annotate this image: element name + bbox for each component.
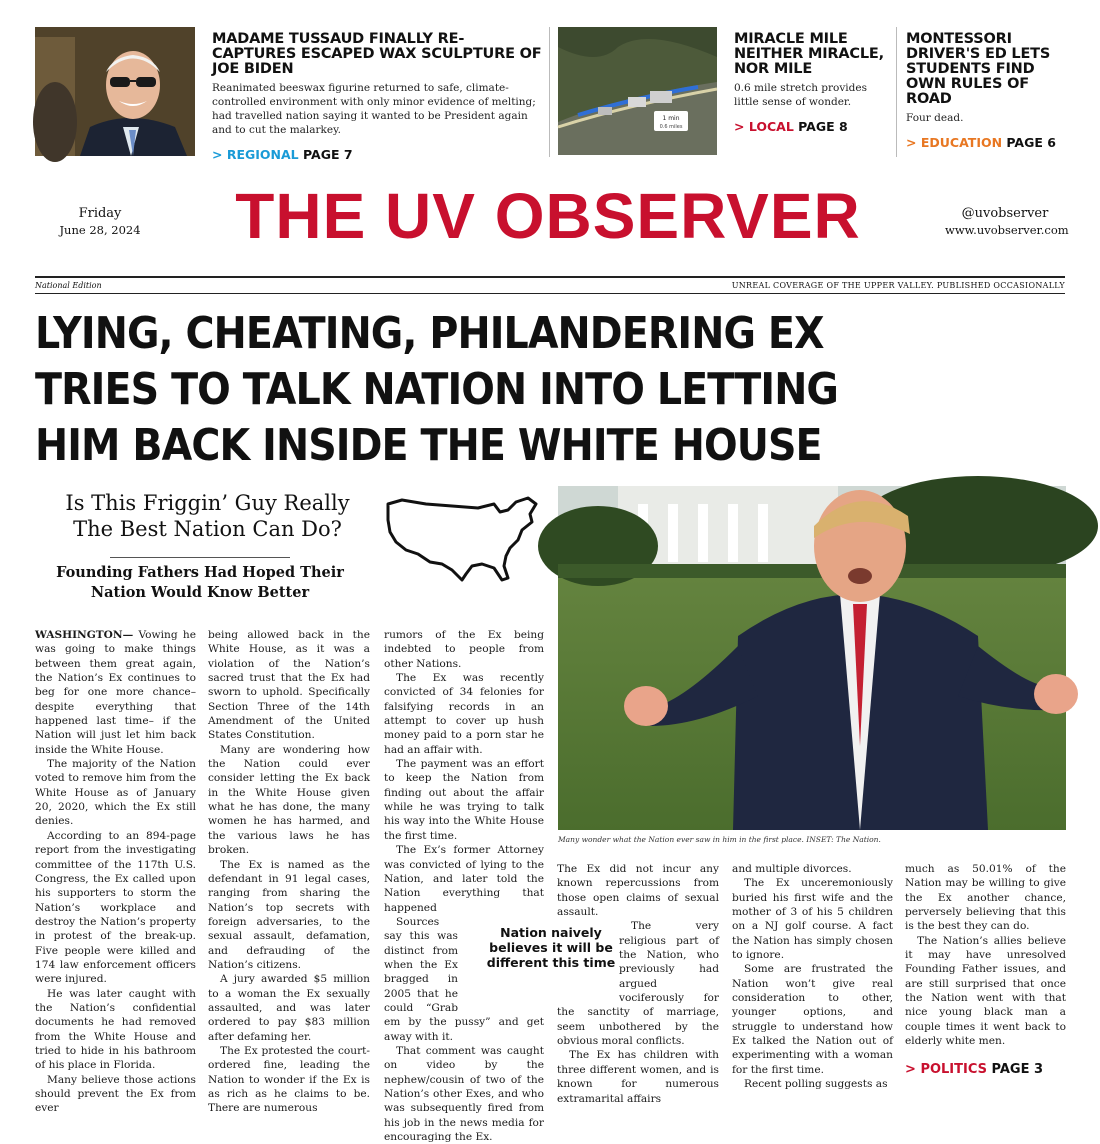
article-paragraph: The Ex protested the court-ordered fine, leading the Nation to wonder if the Ex is as rich as he claims to be. There are numerous [208, 1044, 370, 1115]
article-paragraph: The very religious part of the Nation, who previously had argued vociferously for the sanctity of marriage, seem unbothered by the obvious moral conflicts. [557, 920, 719, 1048]
subdeck-line-1: Founding Fathers Had Hoped Their [56, 564, 344, 581]
teaser-2-section: LOCAL [748, 119, 794, 134]
miracle-mile-map-image [558, 27, 717, 155]
teaser-3[interactable] [906, 32, 1071, 150]
website-link[interactable]: www.uvobserver.com [945, 223, 1069, 237]
teaser-3-section: EDUCATION [920, 135, 1003, 150]
article-column-1 [35, 628, 196, 1116]
teaser-2-section-link[interactable] [734, 119, 889, 134]
tagline: UNREAL COVERAGE OF THE UPPER VALLEY. PUBLISHED OCCASIONALLY [731, 281, 1065, 290]
article-column-2 [208, 628, 370, 1116]
issue-date-text: June 28, 2024 [59, 223, 141, 237]
article-paragraph: Many are wondering how the Nation could ever consider letting the Ex back in the White House given what he has done, the many women he has harmed, and the various laws he has broken. [208, 743, 370, 857]
teaser-3-blurb: Four dead. [906, 112, 964, 124]
ex-president-photo [558, 486, 1066, 830]
article-paragraph: He was later caught with the Nation’s confidential documents he had removed from the White House and tried to hide in his bathroom of his place in Florida. [35, 987, 196, 1072]
jump-page: PAGE 3 [991, 1062, 1044, 1077]
map-label-time: 1 min [662, 115, 680, 122]
newspaper-title[interactable]: THE UV OBSERVER [235, 180, 861, 252]
masthead-rule-bottom [35, 293, 1065, 294]
teaser-3-page: PAGE 6 [1006, 135, 1056, 150]
article-paragraph: Recent polling suggests as [744, 1078, 888, 1091]
masthead-rule-top [35, 276, 1065, 278]
teaser-2[interactable] [734, 32, 889, 134]
social-links [945, 206, 1069, 238]
teaser-2-blurb: 0.6 mile stretch provides little sense of wonder. [734, 82, 867, 108]
subdeck-line-2: Nation Would Know Better [90, 584, 310, 601]
teaser-1-photo[interactable] [35, 27, 195, 156]
issue-day: Friday [78, 206, 122, 221]
jump-section: POLITICS [920, 1062, 987, 1077]
biden-wax-figure-image [35, 27, 195, 156]
teaser-1-blurb: Reanimated beeswax figurine returned to safe, climate-controlled environment with only minor evidence of melting; had travelled nation saying it wanted to be President again and to cut the malarkey. [212, 82, 536, 136]
chevron-right-icon: > [905, 1062, 916, 1077]
main-photo[interactable] [558, 486, 1066, 830]
teaser-1-page: PAGE 7 [303, 147, 353, 162]
teaser-2-page: PAGE 8 [798, 119, 848, 134]
deck-line-1: Is This Friggin’ Guy Really [65, 491, 350, 515]
article-paragraph: and multiple divorces. [732, 863, 852, 875]
teaser-divider [896, 27, 897, 157]
article-paragraph: According to an 894-page report from the investigating committee of the 117th U.S. Congress, the Ex called upon his supporters to storm the Nation’s workplace and destroy the Nation’s property in protest of the break-up. Five people were killed and 174 law enforcement officers were injured. [35, 829, 196, 986]
teaser-divider [549, 27, 550, 157]
teaser-1[interactable] [212, 32, 542, 162]
sub-deck [40, 563, 360, 603]
article-paragraph: The Ex’s former Attorney was convicted of lying to the Nation, and later told the Nation everything that happened [384, 844, 544, 914]
pull-quote: Nation naively believes it will be different this time [483, 925, 619, 970]
us-map-icon [382, 490, 542, 590]
article-paragraph: Many believe those actions should prevent the Ex from ever [35, 1073, 196, 1115]
article-column-5 [732, 862, 893, 1092]
social-handle[interactable]: @uvobserver [961, 206, 1049, 221]
issue-date [55, 206, 145, 238]
article-paragraph: Sources say this was distinct from when the Ex bragged in 2005 that he could “Grab em by the pussy” and get away with it. [384, 915, 544, 1043]
article-paragraph: A jury awarded $5 million to a woman the Ex sexually assaulted, and was later ordered to pay $83 million after defaming her. [208, 973, 370, 1043]
article-paragraph: The Ex unceremoniously buried his first wife and the mother of 3 of his 5 children on a NJ golf course. A fact the Nation has simply chosen to ignore. [732, 877, 893, 962]
teaser-3-section-link[interactable] [906, 135, 1071, 150]
edition-label: National Edition [35, 281, 102, 290]
teaser-3-headline[interactable]: MONTESSORI DRIVER'S ED LETS STUDENTS FIND OWN RULES OF ROAD [906, 31, 1051, 107]
headline-line-2: TRIES TO TALK NATION INTO LETTING [35, 365, 839, 415]
chevron-right-icon: > [906, 135, 917, 150]
article-paragraph: The Ex was recently convicted of 34 felonies for falsifying records in an attempt to cover up hush money paid to a porn star he had an affair with. [384, 672, 544, 756]
article-paragraph: The Ex has children with three different women, and is known for numerous extramarital affairs [557, 1049, 719, 1105]
teaser-2-headline[interactable]: MIRACLE MILE NEITHER MIRACLE, NOR MILE [734, 31, 884, 77]
deck-line-2: The Best Nation Can Do? [73, 517, 342, 541]
article-paragraph: being allowed back in the White House, as it was a violation of the Nation’s sacred trust that the Ex had sworn to uphold. Specifically Section Three of the 14th Amendment of the United States Constitution. [208, 629, 370, 742]
teaser-1-headline[interactable]: MADAME TUSSAUD FINALLY RE-CAPTURES ESCAPED WAX SCULPTURE OF JOE BIDEN [212, 31, 542, 77]
dateline: WASHINGTON— [35, 629, 134, 641]
article-paragraph: The Nation’s allies believe it may have unresolved Founding Father issues, and are still surprised that once the Nation went with that nice young black man a couple times it went back to elderly white men. [905, 934, 1066, 1048]
article-paragraph: Some are frustrated the Nation won’t give real consideration to other, younger options, and struggle to understand how Ex talked the Nation out of experimenting with a woman for the first time. [732, 963, 893, 1076]
article-column-6 [905, 862, 1066, 1048]
article-paragraph: The Ex did not incur any known repercussions from those open claims of sexual assault. [557, 863, 719, 919]
chevron-right-icon: > [212, 147, 223, 162]
teaser-1-section-link[interactable] [212, 147, 542, 162]
deck-headline [35, 490, 380, 542]
article-paragraph: The Ex is named as the defendant in 91 legal cases, ranging from sharing the Nation’s top secrets with foreign adversaries, to the sexual assault, defamation, and defrauding of the Nation’s citizens. [208, 858, 370, 971]
article-paragraph: That comment was caught on video by the nephew/cousin of two of the Nation’s other Exes, and who was subsequently fired from his job in the news media for encouraging the Ex. [384, 1044, 544, 1144]
deck-divider [110, 557, 290, 558]
article-column-4 [557, 862, 719, 1106]
map-label-distance: 0.6 miles [659, 124, 683, 130]
politics-jump-link[interactable] [905, 1062, 1043, 1077]
chevron-right-icon: > [734, 119, 745, 134]
article-paragraph: much as 50.01% of the Nation may be willing to give the Ex another chance, perversely believing that this is the best they can do. [905, 863, 1066, 933]
article-paragraph: The payment was an effort to keep the Nation from finding out about the affair while he was trying to talk his way into the White House the first time. [384, 758, 544, 842]
article-paragraph: The majority of the Nation voted to remove him from the White House as of January 20, 2020, which the Ex still denies. [35, 758, 196, 828]
headline-line-3: HIM BACK INSIDE THE WHITE HOUSE [35, 421, 822, 471]
article-paragraph: rumors of the Ex being indebted to people from other Nations. [384, 629, 544, 670]
photo-caption: Many wonder what the Nation ever saw in him in the first place. INSET: The Nation. [558, 835, 881, 844]
teaser-1-section: REGIONAL [226, 147, 299, 162]
teaser-2-map[interactable] [558, 27, 717, 155]
headline-line-1: LYING, CHEATING, PHILANDERING EX [35, 309, 824, 359]
main-headline[interactable] [35, 306, 977, 474]
article-paragraph: WASHINGTON— Vowing he was going to make things between them great again, the Nation’s Ex continues to beg for one more chance– despite everything that happened last time– if the Nation will just let him back inside the White House. [35, 629, 197, 756]
